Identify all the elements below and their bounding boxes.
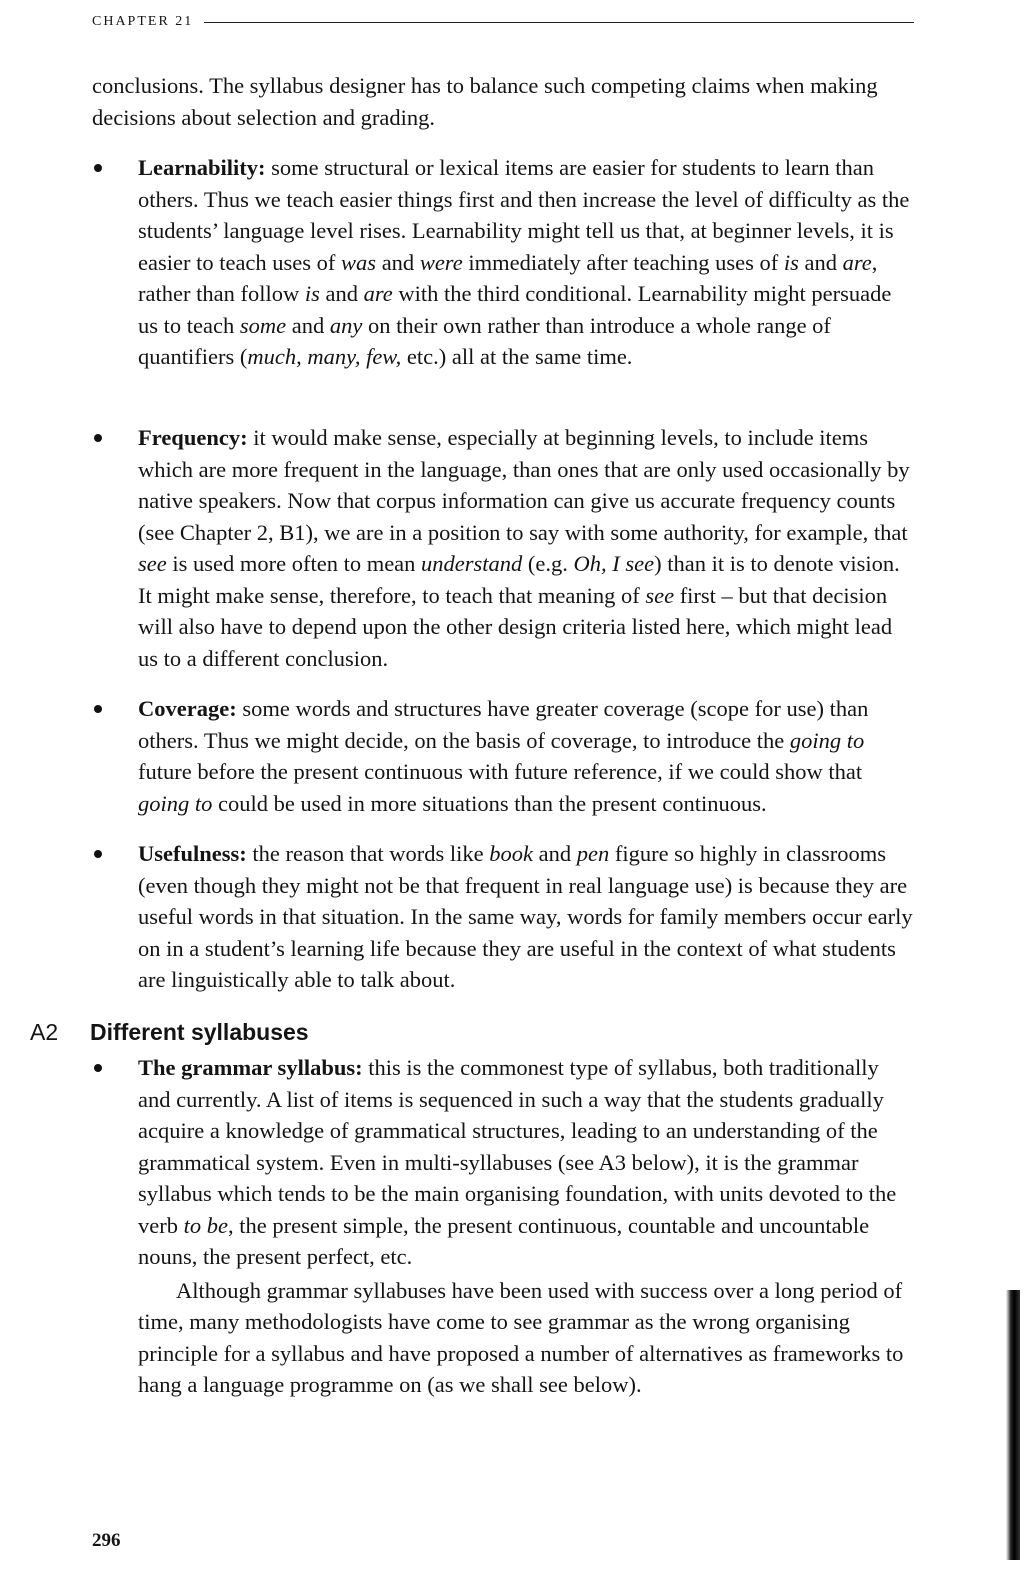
criterion-text: and [532,841,577,866]
example-word: any [329,312,363,338]
section-heading [30,1015,910,1049]
example-word: much, many, few, [247,344,402,369]
criteria-list [92,838,914,996]
intro-paragraph: conclusions. The syllabus designer has to balance such competing claims when making decisions about selection and grading. [92,73,878,130]
criteria-list [92,152,914,373]
criterion-term: Frequency: [138,425,248,450]
bullet-icon [94,434,102,442]
section-title: Different syllabuses [90,1019,309,1045]
criterion-text: some words and structures have greater coverage (scope for use) than others. Thus we might decide, on the basis of coverage, to introduce the [138,696,869,753]
example-word: were [419,249,463,275]
scan-edge-mark [1006,1290,1020,1560]
section-number: A2 [30,1019,59,1045]
criterion-text: and [319,281,364,306]
criterion-text: first – but that decision will also have to depend upon the other design criteria listed here, which might lead us to a different conclusion. [138,582,893,671]
example-word: is [304,281,320,306]
example-word: book [489,841,533,866]
criterion-text: on their own rather than introduce a whole range of quantifiers ( [138,312,831,369]
syllabus-paragraph-2: Although grammar syllabuses have been used with success over a long period of time, many methodologists have come to see grammar as the wrong organising principle for a syllabus and have proposed a number of alternatives as frameworks to hang a language programme on (as we shall see below). [138,1277,904,1397]
criterion-text: (e.g. [522,551,574,576]
bullet-icon [94,164,102,172]
bullet-icon [94,1064,102,1072]
example-word: are [842,249,872,275]
example-word: pen [576,841,610,866]
example-word: are [363,281,393,306]
criterion-text: and [798,249,843,275]
list-item-grammar-syllabus [92,1052,914,1401]
example-word: is [783,249,799,275]
example-word: see [645,582,675,608]
syllabus-list [92,1052,914,1401]
list-item-usefulness [92,838,914,996]
criterion-text: ) than it is to denote vision. It might make sense, therefore, to teach that meaning of [138,551,900,608]
page-number: 296 [92,1530,121,1551]
example-word: Oh, I see [573,551,655,576]
running-head [92,14,914,36]
criterion-text: and [376,249,420,275]
bullet-icon [94,705,102,713]
criterion-text: could be used in more situations than the present continuous. [212,790,767,816]
example-word: going to [789,727,865,753]
criterion-text: and [286,312,330,338]
example-word: to be [183,1212,228,1238]
syllabus-text: , the present simple, the present continuous, countable and uncountable nouns, the present perfect, etc. [138,1212,870,1269]
example-word: understand [421,551,523,576]
syllabus-term: The grammar syllabus: [138,1055,363,1080]
example-word: going to [138,790,213,816]
criterion-text: it would make sense, especially at beginning levels, to include items which are more frequent in the language, than ones that are only used occasionally by native speakers. Now that corpus information can give us accurate frequency counts (see Chapter 2, B1), we are in a position to say with some authority, for example, that [138,425,910,545]
bullet-icon [94,850,102,858]
header-rule [204,22,914,23]
list-item-coverage [92,693,914,819]
criterion-text: is used more often to mean [166,551,422,576]
criterion-text: immediately after teaching uses of [462,249,784,275]
criterion-text: with the third conditional. Learnability might persuade us to teach [138,281,892,338]
criteria-list [92,693,914,819]
criteria-list [92,422,914,674]
syllabus-text: this is the commonest type of syllabus, both traditionally and currently. A list of items is sequenced in such a way that the students gradually acquire a knowledge of grammatical structures, leading to an understanding of the grammatical system. Even in multi-syllabuses (see A3 below), it is the grammar syllabus which tends to be the main organising foundation, with units devoted to the verb [138,1055,897,1238]
criterion-text: figure so highly in classrooms (even though they might not be that frequent in real language use) is because they are useful words in that situation. In the same way, words for family members occur early on in a student’s learning life because they are useful in the context of what students are linguistically able to talk about. [138,841,913,992]
chapter-label: CHAPTER 21 [92,14,203,30]
example-word: was [341,249,377,275]
example-word: see [138,551,167,576]
criterion-text: etc.) all at the same time. [401,344,633,369]
list-item-learnability [92,152,914,373]
list-item-frequency [92,422,914,674]
criterion-term: Learnability: [138,155,266,180]
criterion-text: , rather than follow [138,249,878,306]
example-word: some [239,312,287,338]
criterion-text: the reason that words like [246,841,490,866]
criterion-term: Usefulness: [138,841,247,866]
criterion-term: Coverage: [138,696,237,721]
criterion-text: future before the present continuous with future reference, if we could show that [138,759,863,784]
criterion-text: some structural or lexical items are easier for students to learn than others. Thus we teach easier things first and then increase the level of difficulty as the students’ language level rises. Learnability might tell us that, at beginner levels, it is easier to teach uses of [138,155,910,275]
